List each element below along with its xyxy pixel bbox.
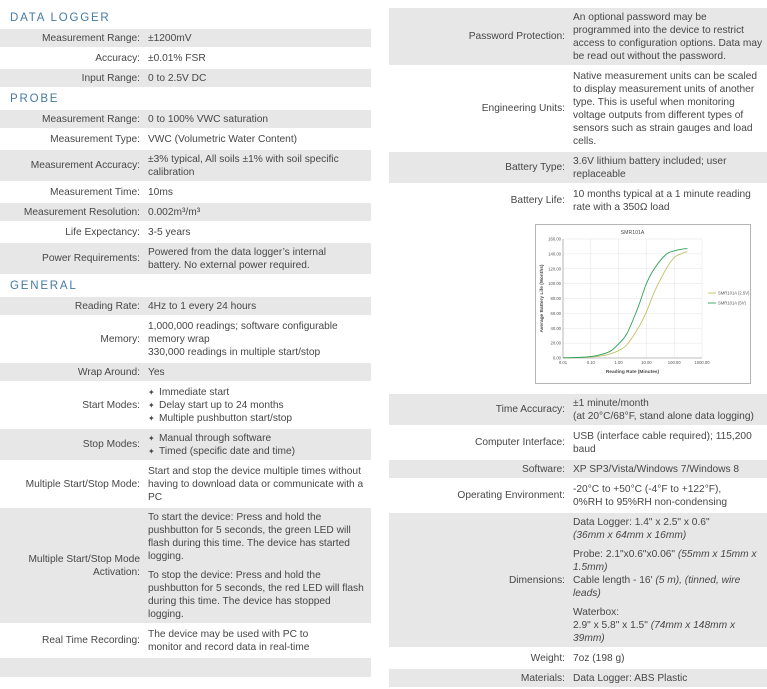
value-paragraph: 7oz (198 g)	[573, 652, 625, 664]
spec-label: Start Modes:	[82, 399, 140, 411]
value-paragraph: USB (interface cable required); 115,200 baud	[573, 430, 752, 455]
spec-label: Measurement Accuracy:	[30, 160, 140, 171]
spec-value	[573, 463, 767, 476]
spec-label: Measurement Range:	[42, 32, 140, 44]
bullet-item	[148, 432, 367, 445]
spec-row	[0, 297, 371, 315]
spec-label: Real Time Recording:	[42, 635, 140, 646]
spec-row	[0, 183, 371, 201]
spec-row	[389, 185, 767, 216]
spec-row	[0, 69, 371, 87]
value-paragraph: ±3% typical, All soils ±1% with soil specific calibration	[148, 153, 339, 178]
spec-row	[389, 480, 767, 511]
spec-column-right	[389, 8, 767, 689]
svg-text:0.10: 0.10	[586, 360, 595, 365]
spec-label: Computer Interface:	[474, 437, 565, 448]
spec-row	[0, 243, 371, 274]
spec-value	[148, 113, 371, 126]
svg-text:Average Battery Life (Months): Average Battery Life (Months)	[540, 264, 545, 333]
bullet-item	[148, 399, 367, 412]
spec-label: Battery Type:	[505, 162, 565, 173]
spec-value	[148, 153, 371, 179]
spec-label: Input Range:	[81, 72, 140, 84]
svg-text:20.00: 20.00	[550, 340, 561, 346]
value-paragraph: ±0.01% FSR	[148, 52, 206, 64]
spec-label: Measurement Time:	[49, 186, 140, 198]
spec-label: Measurement Range:	[42, 113, 140, 125]
spec-row	[389, 8, 767, 65]
spec-value	[148, 432, 371, 458]
spec-label: Measurement Resolution:	[23, 206, 140, 218]
spec-value	[573, 516, 767, 645]
spec-value	[148, 186, 371, 199]
value-paragraph: ±1200mV	[148, 32, 192, 44]
spec-row	[0, 625, 371, 656]
bullet-text: Timed (specific date and time)	[159, 445, 296, 457]
spec-label: Password Protection:	[468, 31, 565, 42]
svg-text:0.00: 0.00	[552, 355, 561, 361]
spec-row	[389, 460, 767, 478]
spec-column-left	[0, 8, 371, 689]
bullet-icon: ✦	[148, 446, 155, 456]
svg-text:40.00: 40.00	[550, 325, 561, 331]
bullet-text: Multiple pushbutton start/stop	[159, 412, 293, 424]
value-paragraph: Native measurement units can be scaled to display measurement units of another type. This is useful when monitoring voltage outputs from different types of sensors such as strain gauges and load cells.	[573, 70, 758, 147]
spec-value	[148, 386, 371, 425]
spec-row	[0, 49, 371, 67]
svg-text:120.00: 120.00	[548, 266, 561, 272]
spec-label: Operating Environment:	[457, 490, 565, 501]
section-header: GENERAL	[10, 280, 78, 292]
spec-value	[148, 320, 371, 359]
spec-value	[573, 155, 767, 181]
spec-row	[389, 427, 767, 458]
spec-value	[573, 652, 767, 665]
value-paragraph: 1,000,000 readings; software configurable memory wrap 330,000 readings in multiple start/stop	[148, 320, 338, 358]
value-paragraph: 0.002m³/m³	[148, 206, 201, 218]
svg-text:SMR101A: SMR101A	[620, 230, 645, 236]
spec-label: Measurement Type:	[50, 133, 140, 145]
value-paragraph: 0 to 100% VWC saturation	[148, 113, 269, 125]
spec-label: Multiple Start/Stop Mode:	[25, 478, 140, 490]
spec-label: Time Accuracy:	[495, 404, 565, 415]
section-header: DATA LOGGER	[10, 12, 111, 24]
value-paragraph: The device may be used with PC to monitor and record data in real-time	[148, 628, 310, 653]
bullet-text: Immediate start	[159, 386, 230, 398]
bullet-item	[148, 445, 367, 458]
spec-value	[148, 206, 371, 219]
spec-row	[0, 658, 371, 677]
spec-row	[0, 110, 371, 128]
svg-text:80.00: 80.00	[550, 296, 561, 302]
value-paragraph: XP SP3/Vista/Windows 7/Windows 8	[573, 463, 740, 475]
spec-value	[148, 511, 371, 621]
bullet-icon: ✦	[148, 433, 155, 443]
series-line	[563, 252, 687, 358]
value-paragraph: -20°C to +50°C (-4°F to +122°F), 0%RH to 95%RH non-condensing	[573, 483, 728, 508]
spec-value	[148, 465, 371, 504]
spec-row	[0, 203, 371, 221]
value-paragraph: Probe: 2.1"x0.6"x0.06" (55mm x 15mm x 1.5mm) Cable length - 16' (5 m), (tinned, wire leads)	[573, 548, 757, 599]
svg-text:1.00: 1.00	[614, 360, 623, 365]
svg-text:140.00: 140.00	[548, 251, 561, 257]
value-paragraph: Data Logger: 1.4" x 2.5" x 0.6" (36mm x 64mm x 16mm)	[573, 516, 710, 541]
spec-row	[0, 429, 371, 460]
spec-label: Life Expectancy:	[65, 226, 140, 238]
svg-text:100.00: 100.00	[548, 281, 561, 287]
value-paragraph: 0 to 2.5V DC	[148, 72, 207, 84]
value-paragraph: Powered from the data logger’s internal battery. No external power required.	[148, 246, 327, 271]
spec-label: Reading Rate:	[74, 300, 140, 312]
svg-text:0.01: 0.01	[558, 360, 568, 365]
spec-label: Weight:	[530, 652, 565, 664]
svg-text:60.00: 60.00	[550, 310, 561, 316]
spec-label: Accuracy:	[95, 52, 140, 64]
spec-row	[389, 152, 767, 183]
spec-row	[389, 649, 767, 667]
bullet-text: Delay start up to 24 months	[159, 399, 284, 411]
spec-value	[148, 72, 371, 85]
spec-row	[389, 513, 767, 647]
svg-text:160.00: 160.00	[548, 236, 561, 242]
value-paragraph: 10 months typical at a 1 minute reading rate with a 350Ω load	[573, 188, 751, 213]
spec-value	[148, 226, 371, 239]
value-paragraph: ±1 minute/month (at 20°C/68°F, stand alone data logging)	[573, 397, 754, 422]
spec-row	[0, 29, 371, 47]
spec-row	[0, 130, 371, 148]
value-paragraph: 4Hz to 1 every 24 hours	[148, 300, 257, 312]
spec-label: Memory:	[100, 333, 140, 345]
bullet-item	[148, 386, 367, 399]
battery-life-chart-svg	[536, 225, 750, 383]
svg-text:1000.00: 1000.00	[694, 360, 710, 365]
spec-value	[148, 628, 371, 654]
spec-row	[0, 383, 371, 427]
spec-label: Materials:	[520, 672, 565, 684]
spec-value	[573, 672, 767, 685]
spec-label: Stop Modes:	[82, 439, 140, 450]
bullet-icon: ✦	[148, 413, 155, 423]
spec-label: Power Requirements:	[42, 253, 140, 264]
spec-value	[148, 246, 371, 272]
spec-value	[148, 52, 371, 65]
value-paragraph: Data Logger: ABS Plastic	[573, 672, 688, 684]
value-paragraph: Start and stop the device multiple times without having to download data or communicate with a PC	[148, 465, 364, 503]
spec-label: Dimensions:	[508, 574, 565, 586]
value-paragraph: Yes	[148, 366, 165, 378]
value-paragraph: An optional password may be programmed into the device to restrict access to configuration options. Data may be read out without the password.	[573, 11, 763, 62]
bullet-icon: ✦	[148, 387, 155, 397]
value-paragraph: Waterbox: 2.9" x 5.8" x 1.5" (74mm x 148mm x 39mm)	[573, 606, 736, 644]
spec-row	[0, 223, 371, 241]
spec-row	[0, 317, 371, 361]
spec-row	[0, 150, 371, 181]
bullet-list	[148, 432, 367, 458]
bullet-item	[148, 412, 367, 425]
spec-label: Software:	[521, 463, 565, 475]
spec-row	[0, 363, 371, 381]
svg-text:SMR101A (5V): SMR101A (5V)	[718, 300, 746, 306]
spec-value	[148, 366, 371, 379]
value-paragraph: To stop the device: Press and hold the pushbutton for 5 seconds, the red LED will flash during this time. The device has stopped logging.	[148, 569, 364, 620]
svg-text:SMR101A (2.5V): SMR101A (2.5V)	[718, 290, 750, 296]
spec-label: Multiple Start/Stop Mode Activation:	[28, 553, 140, 578]
spec-value	[573, 430, 767, 456]
bullet-list	[148, 386, 367, 425]
svg-text:10.00: 10.00	[641, 360, 652, 365]
value-paragraph: VWC (Volumetric Water Content)	[148, 133, 298, 145]
battery-life-chart	[535, 224, 751, 384]
value-paragraph: 3.6V lithium battery included; user replaceable	[573, 155, 727, 180]
value-paragraph: 3-5 years	[148, 226, 191, 238]
spec-value	[148, 133, 371, 146]
spec-row	[389, 394, 767, 425]
spec-label: Wrap Around:	[77, 366, 140, 378]
spec-value	[573, 483, 767, 509]
spec-value	[573, 11, 767, 63]
spec-row	[0, 508, 371, 623]
value-paragraph: To start the device: Press and hold the pushbutton for 5 seconds, the green LED will flash during this time. The device has started logging.	[148, 511, 351, 562]
bullet-text: Manual through software	[159, 432, 272, 444]
section-header: PROBE	[10, 93, 60, 105]
spec-value	[148, 32, 371, 45]
spec-label: Engineering Units:	[481, 103, 565, 114]
svg-text:Reading Rate (Minutes): Reading Rate (Minutes)	[605, 370, 660, 375]
spec-row	[0, 462, 371, 506]
spec-value	[148, 300, 371, 313]
spec-row	[389, 669, 767, 687]
spec-value	[573, 397, 767, 423]
value-paragraph: 10ms	[148, 186, 173, 198]
spec-label: Battery Life:	[510, 195, 565, 206]
spec-row	[389, 67, 767, 150]
spec-value	[573, 70, 767, 148]
svg-text:100.00: 100.00	[667, 360, 681, 365]
spec-value	[573, 188, 767, 214]
bullet-icon: ✦	[148, 400, 155, 410]
